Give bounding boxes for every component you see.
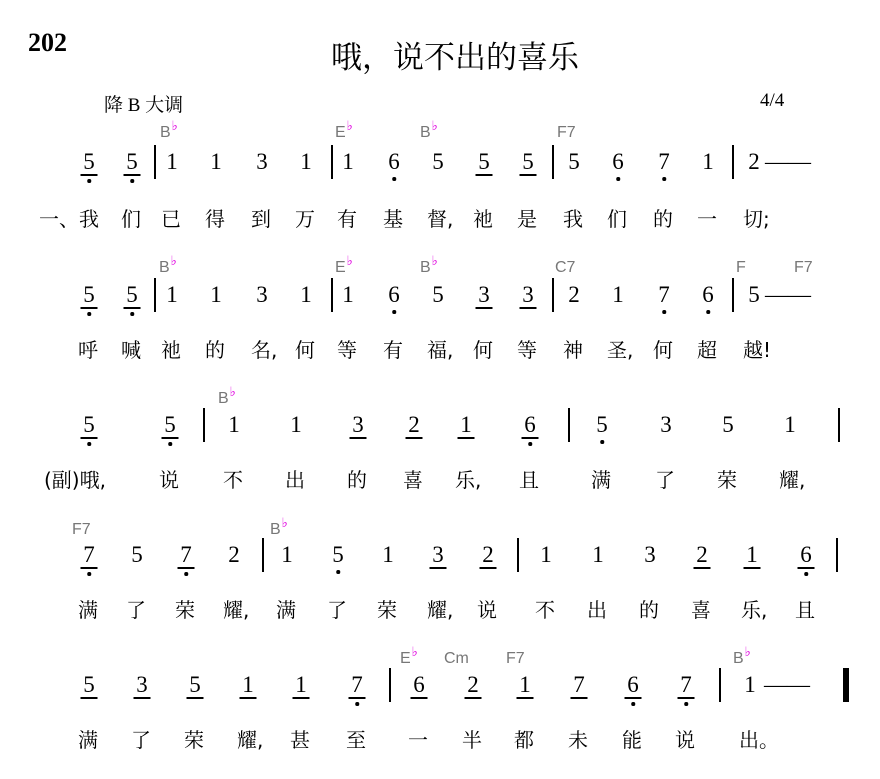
- chord-name: Cm: [444, 650, 469, 667]
- bar-line: [262, 538, 264, 572]
- note: 5: [522, 149, 534, 174]
- chord-symbol: [335, 254, 353, 278]
- note: 5: [568, 149, 580, 174]
- note: 5: [83, 412, 95, 437]
- chord-name: F7: [72, 521, 91, 538]
- note: 1: [744, 672, 756, 697]
- chord-symbol: [420, 254, 438, 278]
- flat-icon: ♭: [431, 254, 438, 269]
- lyric-word: 乐,: [741, 598, 768, 622]
- lyric-word: 耀,: [237, 728, 264, 752]
- note: 1: [746, 542, 758, 567]
- note-underline: [349, 697, 366, 699]
- octave-dot-below: [684, 702, 688, 706]
- note-underline: [476, 174, 493, 176]
- note: 1: [382, 542, 394, 567]
- note-underline: [465, 697, 482, 699]
- note-underline: [480, 567, 497, 569]
- note: 6: [612, 149, 624, 174]
- bar-line: [568, 408, 570, 442]
- bar-line: [552, 145, 554, 179]
- lyric-word: 说: [675, 728, 695, 752]
- chord-symbol: [218, 385, 236, 409]
- lyric-word: 祂: [161, 338, 181, 362]
- note: 1: [300, 149, 312, 174]
- lyric-word: 基: [383, 207, 403, 231]
- chord-name: B: [160, 124, 171, 141]
- note: 2: [228, 542, 240, 567]
- key-signature: 降 B 大调: [104, 95, 184, 116]
- lyric-word: 能: [622, 728, 642, 752]
- chord-symbol: [159, 254, 177, 278]
- lyric-word: 了: [131, 728, 151, 752]
- note: 5: [131, 542, 143, 567]
- note-underline: [124, 174, 141, 176]
- lyric-word: 越!: [743, 338, 772, 362]
- lyric-word: 圣,: [607, 338, 634, 362]
- note: 2: [748, 149, 760, 174]
- time-signature: 4/4: [760, 90, 785, 111]
- lyric-word: 福,: [427, 338, 454, 362]
- chord-name: B: [218, 390, 229, 407]
- note-underline: [178, 567, 195, 569]
- note: 3: [522, 282, 534, 307]
- lyric-word: 们: [607, 207, 627, 231]
- note: 1: [242, 672, 254, 697]
- note: 5: [748, 282, 760, 307]
- octave-dot-below: [392, 310, 396, 314]
- octave-dot-below: [87, 179, 91, 183]
- lyric-word: 了: [655, 468, 675, 492]
- chord-name: B: [270, 521, 281, 538]
- note: 1: [290, 412, 302, 437]
- note-underline: [240, 697, 257, 699]
- note-underline: [350, 437, 367, 439]
- bar-line: [154, 145, 156, 179]
- lyric-word: 到: [251, 207, 271, 231]
- note: 3: [644, 542, 656, 567]
- note: 6: [702, 282, 714, 307]
- note: 6: [413, 672, 425, 697]
- chord-name: F: [736, 259, 746, 276]
- flat-icon: ♭: [411, 645, 418, 660]
- octave-dot-below: [662, 310, 666, 314]
- lyric-word: 喊: [121, 338, 141, 362]
- flat-icon: ♭: [431, 119, 438, 134]
- bar-line: [838, 408, 840, 442]
- note: 1: [342, 282, 354, 307]
- note-underline: [520, 307, 537, 309]
- lyric-word: 满: [78, 728, 98, 752]
- lyric-word: 荣: [175, 598, 195, 622]
- note: 3: [432, 542, 444, 567]
- note-underline: [694, 567, 711, 569]
- flat-icon: ♭: [281, 516, 288, 531]
- note: 3: [352, 412, 364, 437]
- chord-name: B: [420, 124, 431, 141]
- bar-line: [732, 145, 734, 179]
- octave-dot-below: [528, 442, 532, 446]
- note: 6: [388, 149, 400, 174]
- lyric-word: 的: [653, 207, 673, 231]
- chord-name: E: [400, 650, 411, 667]
- chord-symbol: [555, 259, 575, 277]
- note-underline: [187, 697, 204, 699]
- note: 1: [460, 412, 472, 437]
- chord-symbol: [160, 119, 178, 143]
- note: 1: [612, 282, 624, 307]
- note-underline: [81, 567, 98, 569]
- note: 2: [408, 412, 420, 437]
- lyric-word: 的: [347, 468, 367, 492]
- note: 2: [568, 282, 580, 307]
- lyric-word: 说: [159, 468, 179, 492]
- lyric-word: 万: [295, 207, 315, 231]
- lyric-word: 何: [653, 338, 673, 362]
- flat-icon: ♭: [346, 119, 353, 134]
- chord-symbol: [557, 124, 576, 142]
- octave-dot-below: [392, 177, 396, 181]
- note: 1: [342, 149, 354, 174]
- note-underline: [81, 174, 98, 176]
- bar-line: [331, 145, 333, 179]
- note-underline: [293, 697, 310, 699]
- note: 2: [467, 672, 479, 697]
- chord-name: B: [159, 259, 170, 276]
- lyric-word: 甚: [290, 728, 310, 752]
- bar-line: [552, 278, 554, 312]
- octave-dot-below: [130, 312, 134, 316]
- chord-symbol: [736, 259, 746, 277]
- chord-name: B: [420, 259, 431, 276]
- note: 1: [166, 149, 178, 174]
- lyric-word: 等: [517, 338, 537, 362]
- bar-line: [389, 668, 391, 702]
- note: 5: [332, 542, 344, 567]
- note: 1: [592, 542, 604, 567]
- lyric-word: 耀,: [779, 468, 806, 492]
- note: 6: [388, 282, 400, 307]
- lyric-word: 出: [587, 598, 607, 622]
- lyric-word: 且: [519, 468, 539, 492]
- chord-name: F7: [557, 124, 576, 141]
- octave-dot-below: [87, 312, 91, 316]
- note-underline: [81, 307, 98, 309]
- note: 7: [658, 149, 670, 174]
- note: 1: [300, 282, 312, 307]
- lyric-word: 了: [126, 598, 146, 622]
- octave-dot-below: [87, 442, 91, 446]
- lyric-word: 半: [462, 728, 482, 752]
- bar-line: [331, 278, 333, 312]
- note: 3: [660, 412, 672, 437]
- lyric-word: 耀,: [223, 598, 250, 622]
- lyric-word: 出。: [739, 728, 779, 752]
- note: 7: [573, 672, 585, 697]
- lyric-word: 未: [568, 728, 588, 752]
- sustain-dashes: ——: [765, 282, 811, 307]
- note: 6: [627, 672, 639, 697]
- chord-name: F7: [794, 259, 813, 276]
- lyric-word: 有: [337, 207, 357, 231]
- note: 1: [210, 149, 222, 174]
- octave-dot-below: [87, 572, 91, 576]
- lyric-word: 且: [795, 598, 815, 622]
- note: 1: [281, 542, 293, 567]
- octave-dot-below: [616, 177, 620, 181]
- lyric-word: 已: [161, 207, 181, 231]
- chord-symbol: [794, 259, 813, 277]
- chord-symbol: [72, 521, 91, 539]
- octave-dot-below: [804, 572, 808, 576]
- lyric-word: 切;: [743, 207, 770, 231]
- note: 5: [432, 149, 444, 174]
- note-underline: [458, 437, 475, 439]
- lyric-word: 喜: [691, 598, 711, 622]
- note: 1: [519, 672, 531, 697]
- octave-dot-below: [355, 702, 359, 706]
- lyric-word: 呼: [78, 338, 98, 362]
- chord-symbol: [400, 645, 418, 669]
- lyric-word: 一: [408, 728, 428, 752]
- sustain-dashes: ——: [764, 672, 810, 697]
- note: 5: [189, 672, 201, 697]
- note: 5: [478, 149, 490, 174]
- note: 5: [722, 412, 734, 437]
- lyric-word: 们: [121, 207, 141, 231]
- note-underline: [411, 697, 428, 699]
- lyric-word: 等: [337, 338, 357, 362]
- lyric-word: 是: [517, 207, 537, 231]
- lyric-word: 满: [591, 468, 611, 492]
- chord-name: C7: [555, 259, 576, 276]
- note: 1: [210, 282, 222, 307]
- note: 1: [228, 412, 240, 437]
- note: 1: [295, 672, 307, 697]
- flat-icon: ♭: [346, 254, 353, 269]
- lyric-word: 不: [223, 468, 243, 492]
- lyric-word: 了: [327, 598, 347, 622]
- lyric-word: 都: [514, 728, 534, 752]
- note: 6: [800, 542, 812, 567]
- octave-dot-below: [600, 440, 604, 444]
- note: 5: [164, 412, 176, 437]
- lyric-word: 不: [535, 598, 555, 622]
- lyric-word: 出: [285, 468, 305, 492]
- note-underline: [162, 437, 179, 439]
- lyric-word: 何: [295, 338, 315, 362]
- note: 7: [680, 672, 692, 697]
- lyric-word: 名,: [251, 338, 278, 362]
- note-underline: [406, 437, 423, 439]
- note: 1: [540, 542, 552, 567]
- lyric-word: 神: [563, 338, 583, 362]
- lyric-word: 超: [697, 338, 717, 362]
- lyric-word: 喜: [403, 468, 423, 492]
- lyric-word: 一、我: [39, 207, 99, 231]
- note: 5: [83, 672, 95, 697]
- lyric-word: 荣: [184, 728, 204, 752]
- chord-symbol: [335, 119, 353, 143]
- lyric-word: (副)哦,: [44, 468, 106, 492]
- note: 2: [696, 542, 708, 567]
- sustain-dashes: ——: [765, 149, 811, 174]
- note-underline: [517, 697, 534, 699]
- chord-name: B: [733, 650, 744, 667]
- bar-line: [154, 278, 156, 312]
- note-underline: [520, 174, 537, 176]
- lyric-word: 至: [346, 728, 366, 752]
- note: 6: [524, 412, 536, 437]
- octave-dot-below: [706, 310, 710, 314]
- lyric-word: 耀,: [427, 598, 454, 622]
- note-underline: [625, 697, 642, 699]
- note: 3: [478, 282, 490, 307]
- note: 1: [166, 282, 178, 307]
- note: 5: [126, 149, 138, 174]
- flat-icon: ♭: [744, 645, 751, 660]
- note: 7: [351, 672, 363, 697]
- note: 5: [596, 412, 608, 437]
- note-underline: [571, 697, 588, 699]
- lyric-word: 满: [276, 598, 296, 622]
- octave-dot-below: [168, 442, 172, 446]
- note: 5: [126, 282, 138, 307]
- flat-icon: ♭: [170, 254, 177, 269]
- lyric-word: 荣: [377, 598, 397, 622]
- note-underline: [124, 307, 141, 309]
- final-bar-line: [843, 668, 849, 702]
- note: 5: [83, 149, 95, 174]
- note: 3: [136, 672, 148, 697]
- lyric-word: 得: [205, 207, 225, 231]
- note: 7: [180, 542, 192, 567]
- note-underline: [798, 567, 815, 569]
- octave-dot-below: [184, 572, 188, 576]
- note: 5: [83, 282, 95, 307]
- chord-symbol: [420, 119, 438, 143]
- chord-symbol: [733, 645, 751, 669]
- note: 5: [432, 282, 444, 307]
- lyric-word: 荣: [717, 468, 737, 492]
- chord-name: E: [335, 124, 346, 141]
- bar-line: [836, 538, 838, 572]
- lyric-word: 有: [383, 338, 403, 362]
- lyric-word: 的: [639, 598, 659, 622]
- lyric-word: 我: [563, 207, 583, 231]
- note: 7: [83, 542, 95, 567]
- octave-dot-below: [631, 702, 635, 706]
- chord-name: E: [335, 259, 346, 276]
- flat-icon: ♭: [171, 119, 178, 134]
- lyric-word: 督,: [427, 207, 454, 231]
- note-underline: [430, 567, 447, 569]
- note-underline: [476, 307, 493, 309]
- flat-icon: ♭: [229, 385, 236, 400]
- note: 7: [658, 282, 670, 307]
- chord-symbol: [270, 516, 288, 540]
- lyric-word: 的: [205, 338, 225, 362]
- note-underline: [522, 437, 539, 439]
- lyric-word: 一: [697, 207, 717, 231]
- bar-line: [719, 668, 721, 702]
- octave-dot-below: [336, 570, 340, 574]
- chord-symbol: [506, 650, 525, 668]
- note-underline: [744, 567, 761, 569]
- note-underline: [134, 697, 151, 699]
- note-underline: [678, 697, 695, 699]
- octave-dot-below: [662, 177, 666, 181]
- note-underline: [81, 437, 98, 439]
- octave-dot-below: [130, 179, 134, 183]
- note: 2: [482, 542, 494, 567]
- hymn-title: 哦，说不出的喜乐: [331, 40, 579, 76]
- note: 1: [702, 149, 714, 174]
- bar-line: [732, 278, 734, 312]
- note-underline: [81, 697, 98, 699]
- bar-line: [517, 538, 519, 572]
- lyric-word: 乐,: [455, 468, 482, 492]
- chord-symbol: [444, 650, 469, 668]
- lyric-word: 何: [473, 338, 493, 362]
- lyric-word: 满: [78, 598, 98, 622]
- bar-line: [203, 408, 205, 442]
- note: 3: [256, 282, 268, 307]
- hymn-number: 202: [28, 28, 67, 57]
- chord-name: F7: [506, 650, 525, 667]
- note: 3: [256, 149, 268, 174]
- lyric-word: 祂: [473, 207, 493, 231]
- note: 1: [784, 412, 796, 437]
- lyric-word: 说: [477, 598, 497, 622]
